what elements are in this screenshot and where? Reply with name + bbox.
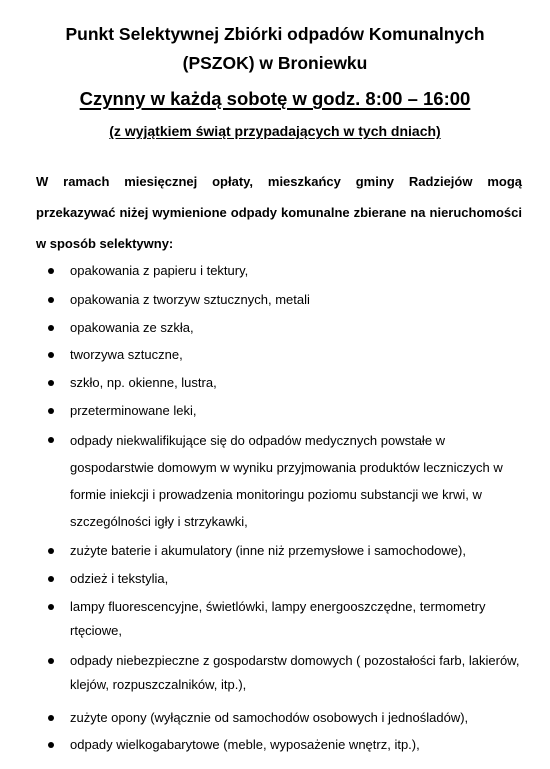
bullet-icon — [48, 380, 54, 386]
bullet-icon — [48, 325, 54, 331]
holiday-note: (z wyjątkiem świąt przypadających w tych dniach) — [109, 123, 441, 139]
list-item — [48, 316, 528, 340]
bullet-icon — [48, 658, 54, 664]
list-item-text: opakowania ze szkła, — [70, 320, 194, 335]
list-item — [48, 371, 528, 395]
list-item-text: odzież i tekstylia, — [70, 571, 169, 586]
page-title-line-2: (PSZOK) w Broniewku — [182, 53, 368, 73]
bullet-icon — [48, 576, 54, 582]
intro-paragraph: W ramach miesięcznej opłaty, mieszkańcy gminy Radziejów mogą przekazywać niżej wymienione odpady komunalne zbierane na nieruchomości w sposób selektywny: — [36, 174, 522, 251]
list-item-text: opakowania z papieru i tektury, — [70, 263, 249, 278]
list-item-text: tworzywa sztuczne, — [70, 347, 183, 362]
bullet-icon — [48, 604, 54, 610]
list-item — [48, 595, 528, 643]
opening-hours: Czynny w każdą sobotę w godz. 8:00 – 16:00 — [79, 88, 471, 109]
list-item — [48, 706, 528, 730]
list-item-text: odpady niekwalifikujące się do odpadów medycznych powstałe w gospodarstwie domowym w wyniku przyjmowania produktów leczniczych w formie iniekcji i prowadzenia monitoringu poziomu substancji we krwi, w szczególności igły i strzykawki, — [70, 433, 503, 529]
bullet-icon — [48, 548, 54, 554]
list-item-text: przeterminowane leki, — [70, 403, 197, 418]
bullet-icon — [48, 742, 54, 748]
list-item — [48, 567, 528, 591]
list-item — [48, 399, 528, 423]
list-item-text: zużyte baterie i akumulatory (inne niż przemysłowe i samochodowe), — [70, 543, 466, 558]
list-item-text: lampy fluorescencyjne, świetlówki, lampy energooszczędne, termometry rtęciowe, — [70, 599, 486, 638]
list-item — [48, 259, 528, 283]
list-item — [48, 539, 528, 563]
list-item-text: odpady niebezpieczne z gospodarstw domowych ( pozostałości farb, lakierów, klejów, rozpuszczalników, itp.), — [70, 653, 520, 692]
bullet-icon — [48, 268, 54, 274]
bullet-icon — [48, 715, 54, 721]
list-item — [48, 288, 528, 312]
bullet-icon — [48, 437, 54, 443]
list-item-text: odpady wielkogabarytowe (meble, wyposażenie wnętrz, itp.), — [70, 737, 420, 752]
bullet-icon — [48, 408, 54, 414]
list-item-text: szkło, np. okienne, lustra, — [70, 375, 217, 390]
list-item — [48, 427, 528, 535]
list-item — [48, 649, 528, 697]
list-item — [48, 343, 528, 367]
list-item — [48, 733, 528, 757]
page-title-line-1: Punkt Selektywnej Zbiórki odpadów Komunalnych — [65, 24, 485, 44]
list-item-text: zużyte opony (wyłącznie od samochodów osobowych i jednośladów), — [70, 710, 469, 725]
list-item-text: opakowania z tworzyw sztucznych, metali — [70, 292, 310, 307]
bullet-icon — [48, 352, 54, 358]
bullet-icon — [48, 297, 54, 303]
